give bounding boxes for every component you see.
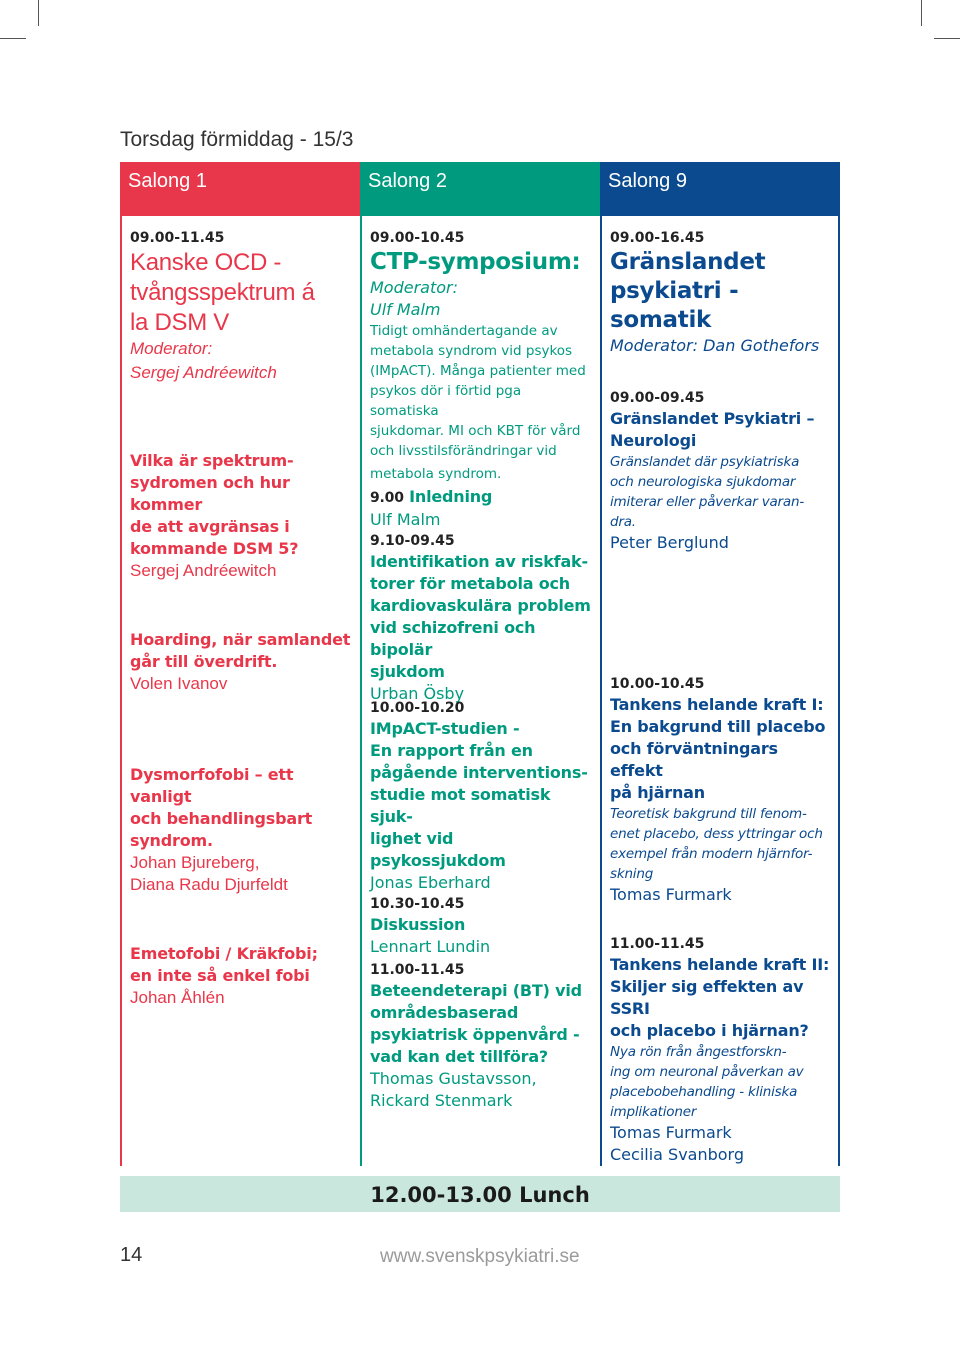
day-heading: Torsdag förmiddag - 15/3: [120, 128, 354, 151]
inledning-label: Inledning: [409, 487, 493, 506]
salong-9-main-session: [610, 228, 832, 357]
session-time: 09.00-16.45: [610, 230, 705, 246]
crop-mark-tr-v: [921, 0, 922, 26]
speaker: Rickard Stenmark: [370, 1091, 513, 1110]
salong-9-talk-1: [610, 388, 832, 554]
lunch-banner: 12.00-13.00 Lunch: [120, 1176, 840, 1212]
speaker: Ulf Malm: [370, 510, 441, 529]
speaker: Lennart Lundin: [370, 937, 491, 956]
talk-title: Dysmorfofobi – ett vanligt och behandlingsbart syndrom.: [130, 765, 313, 850]
speaker: Diana Radu Djurfeldt: [130, 875, 288, 894]
salong-1-talk-1: [130, 450, 354, 582]
salong-1-main-session: [130, 228, 354, 384]
speaker: Johan Åhlén: [130, 988, 225, 1007]
salong-1-talk-2: [130, 629, 354, 695]
speaker: Urban Ösby: [370, 684, 465, 703]
talk-time: 10.00-10.45: [610, 676, 705, 692]
talk-description: Teoretisk bakgrund till fenom- enet placebo, dess yttringar och exempel från modern hjärnfor- skning: [610, 806, 823, 882]
salong-9-column: [600, 216, 840, 1166]
inledning-time: 9.00: [370, 490, 404, 506]
talk-time: 11.00-11.45: [370, 962, 465, 978]
talk-title: Beteendeterapi (BT) vid områdesbaserad psykiatrisk öppenvård - vad kan det tillföra?: [370, 981, 582, 1066]
moderator: Moderator: Dan Gothefors: [610, 336, 820, 355]
session-time: 09.00-10.45: [370, 230, 465, 246]
talk-title: Tankens helande kraft I: En bakgrund till placebo och förväntningars effekt på hjärnan: [610, 695, 826, 802]
talk-title: Emetofobi / Kräkfobi; en inte så enkel fobi: [130, 944, 318, 985]
salong-9-talk-3: [610, 934, 832, 1166]
speaker: Cecilia Svanborg: [610, 1145, 745, 1164]
salong-1-column: [120, 216, 360, 1166]
speaker: Volen Ivanov: [130, 674, 228, 693]
talk-time: 10.00-10.20: [370, 700, 465, 716]
talk-title: IMpACT-studien - En rapport från en pågående interventions- studie mot somatisk sjuk- lighet vid psykossjukdom: [370, 719, 588, 870]
crop-mark-tr-h: [934, 38, 960, 39]
talk-title: Diskussion: [370, 915, 466, 934]
salong-9-header: Salong 9: [600, 162, 840, 216]
moderator-label: Moderator:: [130, 339, 213, 358]
session-time: 09.00-11.45: [130, 230, 225, 246]
salong-1-talk-4: [130, 943, 354, 1009]
speaker: Tomas Furmark: [610, 885, 732, 904]
speaker: Tomas Furmark: [610, 1123, 732, 1142]
website-url: www.svenskpsykiatri.se: [380, 1246, 580, 1267]
talk-description: Nya rön från ångestforskn- ing om neuronal påverkan av placebobehandling - kliniska implikationer: [610, 1044, 804, 1120]
page-number: 14: [120, 1244, 143, 1266]
salong-2-bt-talk: [370, 960, 594, 1112]
salong-2-header: Salong 2: [360, 162, 600, 216]
inledning-line: [370, 486, 594, 509]
talk-title: Identifikation av riskfak- torer för metabola och kardiovaskulära problem vid schizofreni och bipolär sjukdom: [370, 552, 591, 681]
crop-mark-tl-v: [38, 0, 39, 26]
salong-2-symposium: [370, 228, 594, 705]
crop-mark-tl-h: [0, 38, 26, 39]
speaker: Peter Berglund: [610, 533, 729, 552]
moderator-label: Moderator:: [370, 278, 459, 297]
talk-description: Gränslandet där psykiatriska och neurologiska sjukdomar imiterar eller påverkar varan- dra.: [610, 454, 805, 530]
talk-time: 09.00-09.45: [610, 390, 705, 406]
talk-time: 9.10-09.45: [370, 533, 455, 549]
session-title: Kanske OCD - tvångsspektrum á la DSM V: [130, 249, 315, 336]
talk-title: Tankens helande kraft II: Skiljer sig effekten av SSRI och placebo i hjärnan?: [610, 955, 830, 1040]
session-description: Tidigt omhändertagande av metabola syndrom vid psykos (IMpACT). Många patienter med psykos dör i förtid pga somatiska sjukdomar. MI och KBT för vård och livsstilsförändringar vid metabola syndrom.: [370, 323, 586, 482]
speaker: Sergej Andréewitch: [130, 561, 277, 580]
talk-time: 10.30-10.45: [370, 896, 465, 912]
salong-9-talk-2: [610, 674, 832, 906]
talk-title: Gränslandet Psykiatri – Neurologi: [610, 409, 815, 450]
speaker: Jonas Eberhard: [370, 873, 491, 892]
moderator-name: Ulf Malm: [370, 300, 441, 319]
talk-time: 11.00-11.45: [610, 936, 705, 952]
session-title: Gränslandet psykiatri - somatik: [610, 249, 766, 333]
speaker: Thomas Gustavsson,: [370, 1069, 537, 1088]
talk-title: Hoarding, när samlandet går till överdrift.: [130, 630, 351, 671]
session-title: CTP-symposium:: [370, 249, 581, 275]
salong-2-column: [360, 216, 600, 1166]
speaker: Johan Bjureberg,: [130, 853, 260, 872]
salong-1-header: Salong 1: [120, 162, 360, 216]
talk-title: Vilka är spektrum- sydromen och hur kommer de att avgränsas i kommande DSM 5?: [130, 451, 299, 558]
moderator-name: Sergej Andréewitch: [130, 363, 277, 382]
salong-2-impact-talk: [370, 698, 594, 958]
salong-1-talk-3: [130, 764, 354, 896]
